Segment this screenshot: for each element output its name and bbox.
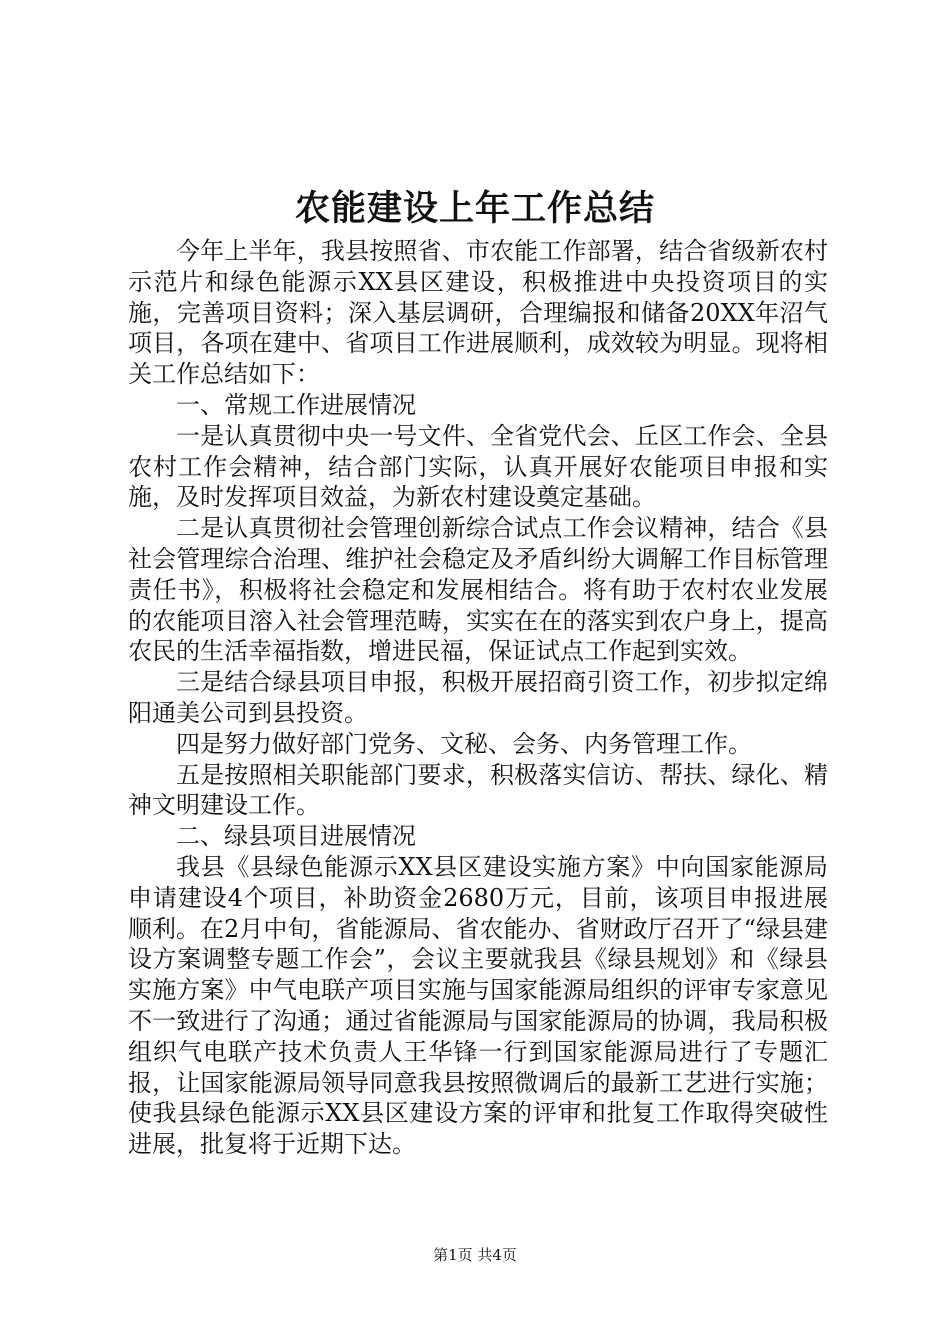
paragraph-green-county: 我县《县绿色能源示XX县区建设实施方案》中向国家能源局申请建设4个项目，补助资金2680万元，目前，该项目申报进展顺利。在2月中旬，省能源局、省农能办、省财政厅召开了“绿县建设方案调整专题工作会”，会议主要就我县《绿县规划》和《绿县实施方案》中气电联产项目实施与国家能源局组织的评审专家意见不一致进行了沟通；通过省能源局与国家能源局的协调，我局积极组织气电联产技术负责人王华锋一行到国家能源局进行了专题汇报，让国家能源局领导同意我县按照微调后的最新工艺进行实施；使我县绿色能源示XX县区建设方案的评审和批复工作取得突破性进展，批复将于近期下达。 bbox=[128, 852, 828, 1159]
paragraph-item-2: 二是认真贯彻社会管理创新综合试点工作会议精神，结合《县社会管理综合治理、维护社会稳定及矛盾纠纷大调解工作目标管理责任书》，积极将社会稳定和发展相结合。将有助于农村农业发展的农能项目溶入社会管理范畴，实实在在的落实到农户身上，提高农民的生活幸福指数，增进民福，保证试点工作起到实效。 bbox=[128, 514, 828, 666]
paragraph-item-4: 四是努力做好部门党务、文秘、会务、内务管理工作。 bbox=[176, 729, 752, 758]
paragraph-item-5: 五是按照相关职能部门要求，积极落实信访、帮扶、绿化、精神文明建设工作。 bbox=[128, 760, 828, 820]
page-footer: 第1页 共4页 bbox=[433, 1246, 517, 1264]
paragraph-item-1: 一是认真贯彻中央一号文件、全省党代会、丘区工作会、全县农村工作会精神，结合部门实际，认真开展好农能项目申报和实施，及时发挥项目效益，为新农村建设奠定基础。 bbox=[128, 421, 828, 512]
paragraph-intro: 今年上半年，我县按照省、市农能工作部署，结合省级新农村示范片和绿色能源示XX县区建设，积极推进中央投资项目的实施，完善项目资料；深入基层调研，合理编报和储备20XX年沼气项目，各项在建中、省项目工作进展顺利，成效较为明显。现将相关工作总结如下： bbox=[128, 237, 828, 389]
document-body bbox=[128, 236, 828, 1160]
paragraph-item-3: 三是结合绿县项目申报，积极开展招商引资工作，初步拟定绵阳通美公司到县投资。 bbox=[128, 668, 828, 727]
section-heading-routine-work: 一、常规工作进展情况 bbox=[176, 390, 416, 419]
section-heading-green-county: 二、绿县项目进展情况 bbox=[176, 822, 416, 851]
document-title: 农能建设上年工作总结 bbox=[294, 188, 655, 229]
